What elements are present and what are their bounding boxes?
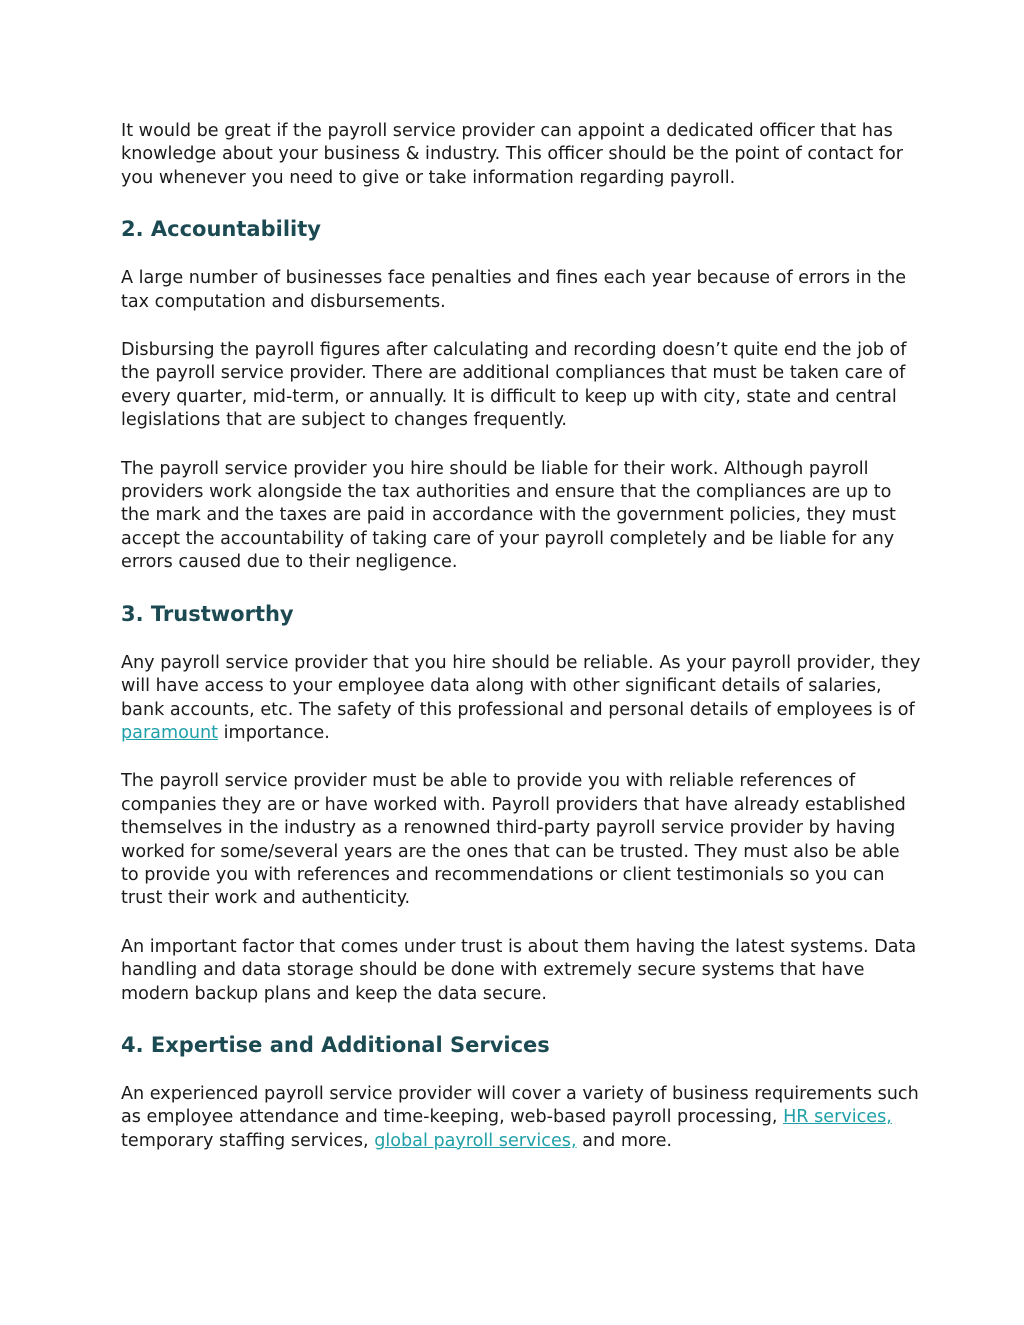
paragraph-reliable-text: Any payroll service provider that you hire should be reliable. As your payroll provider, they will have access to your employee data along with other significant details of salaries, bank accounts, etc. The safety of this professional and personal details of employees is of <box>121 652 921 720</box>
paragraph-reliable-tail: importance. <box>223 722 330 743</box>
paragraph-latest-systems: An important factor that comes under trust is about them having the latest systems. Data handling and data storage should be done with extremely secure systems that have modern backup plans and keep the data secure. <box>121 936 917 1004</box>
heading-accountability: 2. Accountability <box>121 217 321 242</box>
paragraph-services <box>121 1083 921 1153</box>
heading-expertise: 4. Expertise and Additional Services <box>121 1032 550 1057</box>
paragraph-penalties: A large number of businesses face penalties and fines each year because of errors in the tax computation and disbursements. <box>121 268 907 312</box>
heading-trustworthy: 3. Trustworthy <box>121 601 294 626</box>
paragraph-dedicated-officer: It would be great if the payroll service provider can appoint a dedicated officer that has knowledge about your business & industry. This officer should be the point of contact for you whenever you need to give or take information regarding payroll. <box>121 121 904 188</box>
global-payroll-services-link[interactable]: global payroll services, <box>374 1130 577 1151</box>
paragraph-references: The payroll service provider must be able to provide you with reliable references of companies they are or have worked with. Payroll providers that have already established themselves in the industry as a renowned third-party payroll service provider by having worked for some/several years are the ones that can be trusted. They must also be able to provide you with references and recommendations or client testimonials so you can trust their work and authenticity. <box>121 771 906 909</box>
document-body <box>121 120 921 1178</box>
hr-services-link[interactable]: HR services, <box>783 1107 892 1128</box>
paragraph-services-text: An experienced payroll service provider will cover a variety of business requirements such as employee attendance and time-keeping, web-based payroll processing, <box>121 1083 919 1128</box>
paramount-link[interactable]: paramount <box>121 722 219 743</box>
paragraph-liability: The payroll service provider you hire should be liable for their work. Although payroll providers work alongside the tax authorities and ensure that the compliances are up to the mark and the taxes are paid in accordance with the government policies, they must accept the accountability of taking care of your payroll completely and be liable for any errors caused due to their negligence. <box>121 458 896 573</box>
paragraph-reliable <box>121 652 921 746</box>
paragraph-services-mid: temporary staffing services, <box>121 1130 369 1151</box>
paragraph-disbursing: Disbursing the payroll figures after calculating and recording doesn’t quite end the job of the payroll service provider. There are additional compliances that must be taken care of every quarter, mid-term, or annually. It is difficult to keep up with city, state and central legislations that are subject to changes frequently. <box>121 340 907 431</box>
paragraph-services-tail: and more. <box>582 1130 673 1151</box>
